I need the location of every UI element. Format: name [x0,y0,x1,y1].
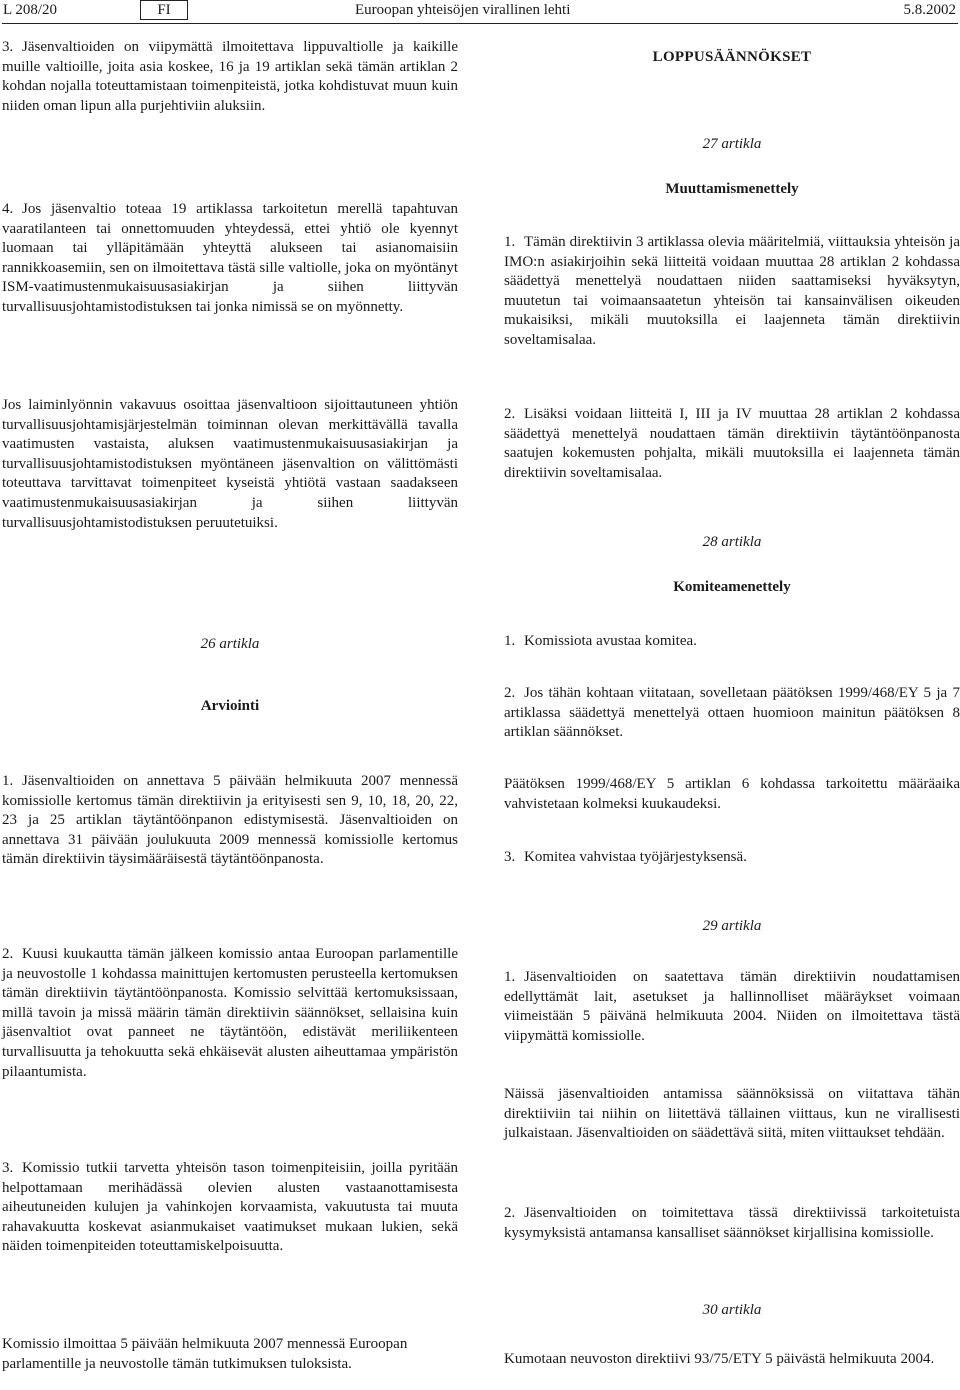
journal-title: Euroopan yhteisöjen virallinen lehti [355,2,571,18]
paragraph-3 [2,38,458,116]
paragraph-text: Lisäksi voidaan liitteitä I, III ja IV muuttaa 28 artiklan 2 kohdassa säädettyä menettelyä noudattaen tämän direktiivin täytäntöönpanosta saatujen kokemusten pohjalta, mikäli muutoksilla ei laajenneta tämän direktiivin soveltamisalaa. [504,406,960,481]
paragraph-text: Näissä jäsenvaltioiden antamissa säännöksissä on viitattava tähän direktiiviin tai niihin on liitettävä tällainen viittaus, kun ne virallisesti julkaistaan. Jäsenvaltioiden on säädettävä siitä, miten viittaukset tehdään. [504,1086,960,1142]
paragraph-text: Jäsenvaltioiden on saatettava tämän direktiivin noudattamisen edellyttämät lait, asetukset ja hallinnolliset määräykset voimaan viimeistään 5 päivänä helmikuuta 2004. Niiden on ilmoitettava tästä viipymättä komissiolle. [504,969,960,1044]
paragraph-text: Kumotaan neuvoston direktiivi 93/75/ETY 5 päivästä helmikuuta 2004. [504,1351,935,1367]
section-heading: LOPPUSÄÄNNÖKSET [652,49,812,65]
article-29-number: 29 artikla [702,918,762,934]
article-30-number: 30 artikla [702,1302,762,1318]
article-28-paragraph-1 [504,632,960,652]
article-29-paragraph-1-continued [504,1085,960,1144]
article-26-paragraph-2 [2,945,458,1082]
paragraph-number: 1. [504,633,516,649]
article-28-number: 28 artikla [702,534,762,550]
paragraph-text: Jos tähän kohtaan viitataan, sovelletaan päätöksen 1999/468/EY 5 ja 7 artiklassa säädettyä menettelyä ottaen huomioon mainitun päätöksen 8 artiklan säännökset. [504,685,960,741]
paragraph-number: 4. [2,201,14,217]
paragraph-text: Komissio tutkii tarvetta yhteisön tason toimenpiteisiin, joilla pyritään helpottamaan merihädässä olevien alusten vastaanottamisesta aiheutuneiden kulujen ja vahinkojen korvaamista, vakuutusta tai muuta rahavakuutta koskevat asianmukaiset vaatimukset mukaan lukien, sekä näiden toimenpiteiden toteuttamiskelpoisuutta. [2,1160,458,1255]
paragraph-number: 1. [504,234,516,250]
paragraph-number: 1. [504,969,516,985]
article-28-paragraph-3 [504,848,960,868]
article-26-paragraph-3 [2,1159,458,1257]
paragraph-text: Jäsenvaltioiden on viipymättä ilmoitettava lippuvaltiolle ja kaikille muille valtioille, joita asia koskee, 16 ja 19 artiklan sekä tämän artiklan 2 kohdan nojalla toteuttamistaan toimenpiteistä, jotka kohdistuvat muun kuin niiden oman lipun alla purjehtiviin aluksiin. [2,39,458,114]
paragraph-text: Komitea vahvistaa työjärjestyksensä. [524,849,747,865]
article-26-number: 26 artikla [200,636,260,652]
paragraph-text: Komissiota avustaa komitea. [524,633,697,649]
paragraph-text: Jäsenvaltioiden on toimitettava tässä direktiivissä tarkoitetuista kysymyksistä antamansa kansalliset säännökset kirjallisina komissiolle. [504,1205,960,1241]
page-number: L 208/20 [3,2,58,18]
paragraph-number: 2. [504,685,516,701]
paragraph-text: Komissio ilmoittaa 5 päivään helmikuuta 2007 mennessä Euroopan parlamentille ja neuvostolle tämän tutkimuksen tuloksista. [2,1336,408,1372]
paragraph-number: 3. [2,39,14,55]
article-27-paragraph-2 [504,405,960,483]
publication-date: 5.8.2002 [903,2,956,18]
paragraph-number: 2. [504,1205,516,1221]
paragraph-number: 3. [2,1160,14,1176]
article-27-title: Muuttamismenettely [665,181,799,197]
article-27-number: 27 artikla [702,136,762,152]
paragraph-number: 2. [504,406,516,422]
article-29-paragraph-2 [504,1204,960,1243]
paragraph-4-continued [2,396,458,533]
article-28-paragraph-2-continued [504,775,960,814]
paragraph-number: 1. [2,773,14,789]
article-30-paragraph [504,1350,960,1370]
header-divider [2,23,958,24]
article-26-paragraph-3-continued [2,1335,458,1374]
paragraph-4 [2,200,458,318]
paragraph-text: Jos laiminlyönnin vakavuus osoittaa jäsenvaltioon sijoittautuneen yhtiön turvallisuusjohtamisjärjestelmän toiminnan olevan merkittävällä tavalla vaatimusten vastaista, aluksen vaatimustenmukaisuusasiakirjan ja turvallisuusjohtamistodistuksen myöntäneen jäsenvaltion on välittömästi toteuttava tarvittavat toimenpiteet kyseistä yhtiötä vastaan saadakseen vaatimustenmukaisuusasiakirjan ja siihen liittyvän turvallisuusjohtamistodistuksen peruutetuiksi. [2,397,458,531]
language-badge: FI [140,0,188,20]
article-28-title: Komiteamenettely [673,579,791,595]
paragraph-text: Päätöksen 1999/468/EY 5 artiklan 6 kohdassa tarkoitettu määräaika vahvistetaan kolmeksi kuukaudeksi. [504,776,960,812]
paragraph-text: Jos jäsenvaltio toteaa 19 artiklassa tarkoitetun merellä tapahtuvan vaaratilanteen tai onnettomuuden yhteydessä, ettei yhtiö ole kyennyt luomaan tai ylläpitämään yhteyttä alukseen tai asianomaisiin rannikkoasemiin, sen on ilmoitettava tästä sille valtiolle, joka on myöntänyt ISM-vaatimustenmukaisuusasiakirjan ja siihen liittyvän turvallisuusjohtamistodistuksen tai jonka nimissä se on myönnetty. [2,201,458,315]
paragraph-number: 2. [2,946,14,962]
article-26-paragraph-1 [2,772,458,870]
paragraph-text: Kuusi kuukautta tämän jälkeen komissio antaa Euroopan parlamentille ja neuvostolle 1 kohdassa mainittujen kertomusten perusteella kertomuksen tämän direktiivin täytäntöönpanosta. Komissio selvittää kertomuksissaan, millä tavoin ja missä määrin tämän direktiivin säännökset, sellaisina kuin jäsenvaltiot ovat panneet ne täytäntöön, edistävät meriliikenteen turvallisuutta ja tehokuutta sekä ehkäisevät alusten aiheuttamaa ympäristön pilaantumista. [2,946,458,1080]
article-26-title: Arviointi [200,698,260,714]
article-27-paragraph-1 [504,233,960,351]
paragraph-text: Jäsenvaltioiden on annettava 5 päivään helmikuuta 2007 mennessä komissiolle kertomus tämän direktiivin ja erityisesti sen 9, 10, 18, 20, 22, 23 ja 25 artiklan täytäntöönpanon edistymisestä. Jäsenvaltioiden on annettava 31 päivään joulukuuta 2009 mennessä komissiolle kertomus tämän direktiivin täysimääräisestä täytäntöönpanosta. [2,773,458,868]
paragraph-number: 3. [504,849,516,865]
article-29-paragraph-1 [504,968,960,1046]
paragraph-text: Tämän direktiivin 3 artiklassa olevia määritelmiä, viittauksia yhteisön ja IMO:n asiakirjoihin sekä liitteitä voidaan muuttaa 28 artiklan 2 kohdassa säädettyä menettelyä noudattaen niiden saattamiseksi hyväksytyn, muutetun tai voimaansaatetun yhteisön tai kansainvälisen oikeuden mukaisiksi, mikäli muutoksilla ei laajenneta tämän direktiivin soveltamisalaa. [504,234,960,348]
article-28-paragraph-2 [504,684,960,743]
